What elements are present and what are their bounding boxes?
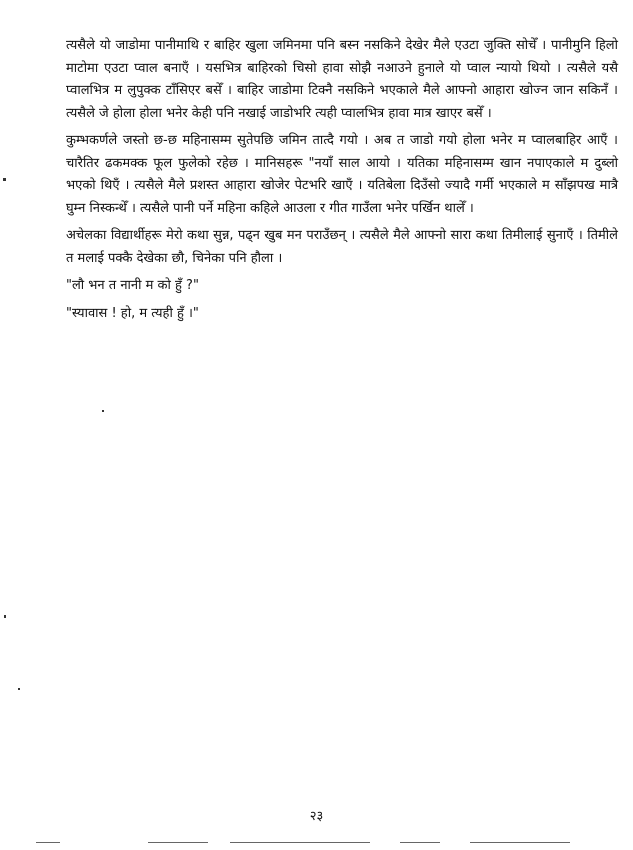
footer-rule xyxy=(230,842,370,843)
page-number: २३ xyxy=(309,809,324,824)
paragraph-3: अचेलका विद्यार्थीहरू मेरो कथा सुन्न, पढ्न खुब मन पराउँछन् । त्यसैले मैले आफ्नो सारा कथा तिमीलाई सुनाएँ । तिमीले त मलाई पक्कै देखेका छौ, चिनेका पनि हौला । xyxy=(66,228,618,266)
body-text xyxy=(66,35,618,330)
quote-question: "लौ भन त नानी म को हुँ ?" xyxy=(66,278,199,293)
footer-rule xyxy=(148,842,208,843)
scan-speck xyxy=(3,178,6,181)
footer-rule xyxy=(400,842,440,843)
footer-rule xyxy=(470,842,570,843)
quote-answer: "स्यावास ! हो, म त्यही हुँ ।" xyxy=(66,305,199,321)
scan-speck xyxy=(4,615,6,618)
scan-speck xyxy=(102,410,104,412)
footer-rule xyxy=(36,842,60,843)
paragraph-2: कुम्भकर्णले जस्तो छ-छ महिनासम्म सुतेपछि जमिन तात्दै गयो । अब त जाडो गयो होला भनेर म प्वालबाहिर आएँ । चारैतिर ढकमक्क फूल फुलेको रहेछ । मानिसहरू "नयाँ साल आयो । यतिका महिनासम्म खान नपाएकाले म दुब्लो भएको थिएँ । त्यसैले मैले प्रशस्त आहारा खोजेर पेटभरि खाएँ । यतिबेला दिउँसो ज्यादै गर्मी भएकाले म साँझपख मात्रै घुम्न निस्कन्थेँ । त्यसैले पानी पर्ने महिना कहिले आउला र गीत गाउँला भनेर पर्खिन थालेँ । xyxy=(66,133,618,216)
scan-speck xyxy=(18,688,20,690)
paragraph-1: त्यसैले यो जाडोमा पानीमाथि र बाहिर खुला जमिनमा पनि बस्न नसकिने देखेर मैले एउटा जुक्ति सोचेँ । पानीमुनि हिलो माटोमा एउटा प्वाल बनाएँ । यसभित्र बाहिरको चिसो हावा सोझै नआउने हुनाले यो प्वाल न्यायो थियो । त्यसैले यसै प्वालभित्र म लुपुक्क टाँसिएर बसेँ । बाहिर जाडोमा टिक्नै नसकिने भएकाले मैले आफ्नो आहारा खोज्न जान सकिनँ । त्यसैले जे होला होला भनेर केही पनि नखाई जाडोभरि त्यही प्वालभित्र हावा मात्र खाएर बसेँ । xyxy=(66,38,618,121)
